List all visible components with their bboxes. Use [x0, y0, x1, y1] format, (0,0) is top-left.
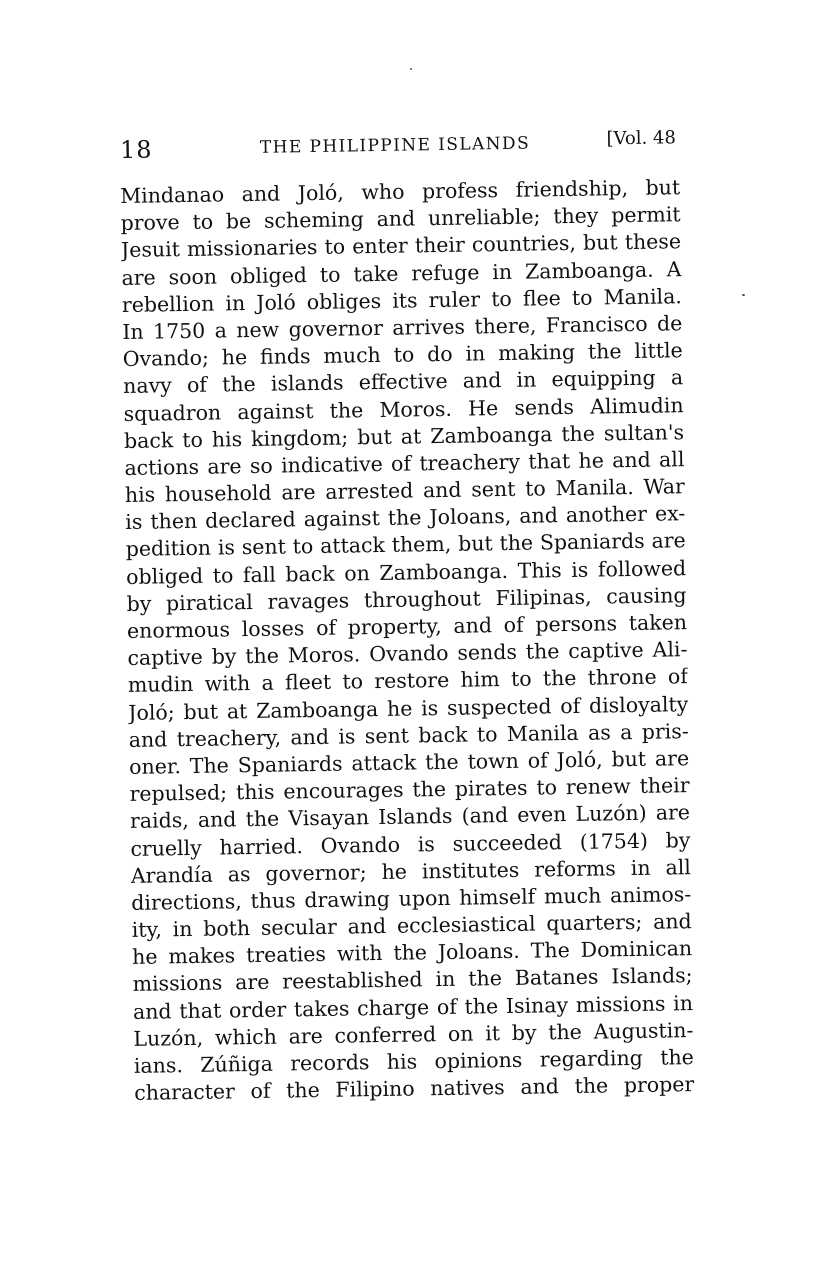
text-line: Ovando; he finds much to do in making the little [122, 338, 683, 372]
text-line: and treachery, and is sent back to Manila as a pris- [128, 718, 689, 752]
text-line: rebellion in Joló obliges its ruler to flee to Manila. [121, 283, 683, 317]
body-paragraph [120, 174, 694, 1107]
text-line: back to his kingdom; but at Zamboanga the sultan's [123, 419, 685, 453]
text-line: missions are reestablished in the Batanes Islands; [132, 963, 693, 997]
text-line: by piratical ravages throughout Filipinas, causing [126, 582, 687, 616]
running-title: THE PHILIPPINE ISLANDS [259, 133, 531, 158]
text-line: captive by the Moros. Ovando sends the captive Ali- [127, 637, 688, 671]
text-line: character of the Filipino natives and the proper [134, 1072, 695, 1106]
text-line: raids, and the Visayan Islands (and even Luzón) are [129, 800, 691, 834]
text-line: oner. The Spaniards attack the town of Joló, but are [128, 746, 690, 779]
text-line: and that order takes charge of the Isinay missions in [132, 990, 694, 1024]
text-line: In 1750 a new governor arrives there, Francisco de [122, 311, 683, 344]
text-line: ians. Zúñiga records his opinions regarding the [133, 1045, 694, 1078]
scan-speck [742, 294, 745, 296]
text-line: his household are arrested and sent to Manila. War [124, 474, 686, 508]
text-line: Luzón, which are conferred on it by the Augustin- [133, 1017, 694, 1051]
text-line: Jesuit missionaries to enter their countries, but these [120, 229, 682, 263]
text-line: mudin with a fleet to restore him to the throne of [127, 664, 689, 698]
text-line: cruelly harried. Ovando is succeeded (1754) by [130, 827, 691, 861]
text-line: Mindanao and Joló, who profess friendship, but [120, 175, 681, 208]
text-line: obliged to fall back on Zamboanga. This is followed [125, 555, 687, 589]
page-header [120, 127, 676, 168]
text-line: are soon obliged to take refuge in Zamboanga. A [121, 256, 682, 290]
text-line: enormous losses of property, and of persons taken [126, 610, 688, 643]
text-line: actions are so indicative of treachery that he and all [124, 447, 685, 480]
text-line: pedition is sent to attack them, but the Spaniards are [125, 528, 686, 562]
volume-label: [Vol. 48 [606, 127, 677, 150]
text-line: navy of the islands effective and in equipping a [123, 365, 684, 399]
text-line: Joló; but at Zamboanga he is suspected of disloyalty [128, 691, 689, 725]
text-line: prove to be scheming and unreliable; they permit [120, 202, 681, 236]
text-line: is then declared against the Joloans, and another ex- [125, 501, 686, 535]
scan-speck [410, 68, 412, 70]
text-line: Arandía as governor; he institutes reforms in all [130, 854, 691, 888]
text-line: ity, in both secular and ecclesiastical quarters; and [131, 909, 692, 942]
page-number: 18 [119, 135, 153, 164]
text-line: he makes treaties with the Joloans. The Dominican [131, 936, 693, 970]
text-line: squadron against the Moros. He sends Alimudin [123, 392, 684, 426]
text-line: directions, thus drawing upon himself much animos- [131, 881, 692, 915]
text-line: repulsed; this encourages the pirates to renew their [129, 773, 690, 807]
